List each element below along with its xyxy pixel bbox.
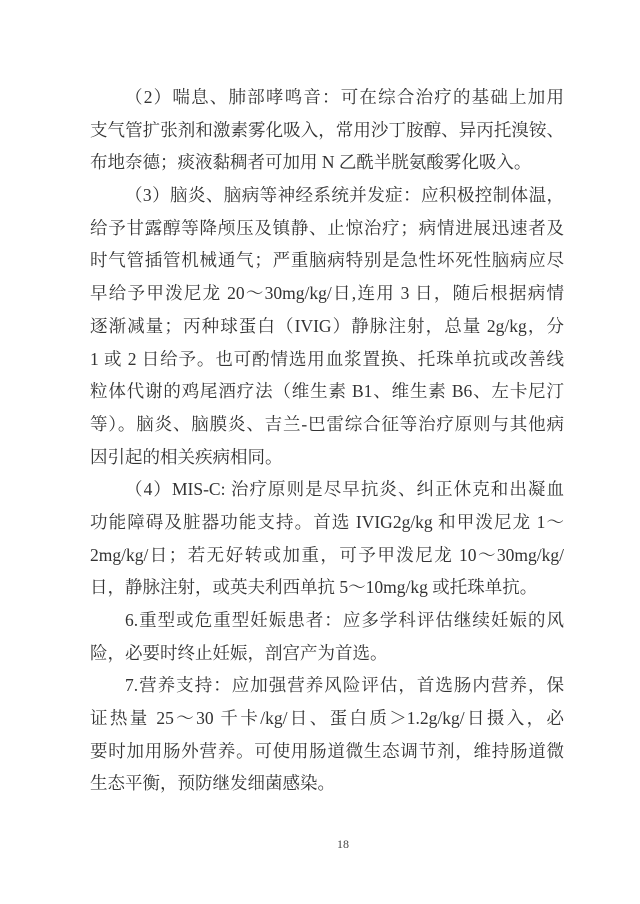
text-line: （3）脑炎、脑病等神经系统并发症：应积极控制体温， — [125, 185, 564, 206]
text-line: 给予甘露醇等降颅压及镇静、止惊治疗；病情进展迅速者及 — [90, 217, 564, 238]
page-number: 18 — [337, 837, 349, 851]
text-line: 7.营养支持：应加强营养风险评估，首选肠内营养，保 — [125, 675, 564, 696]
text-line: 要时加用肠外营养。可使用肠道微生态调节剂，维持肠道微 — [90, 740, 564, 761]
text-line: 生态平衡，预防继发细菌感染。 — [90, 773, 335, 794]
text-line: 布地奈德；痰液黏稠者可加用 N 乙酰半胱氨酸雾化吸入。 — [90, 152, 532, 173]
text-line: 1 或 2 日给予。也可酌情选用血浆置换、托珠单抗或改善线 — [90, 348, 564, 369]
text-line: 逐渐减量；丙种球蛋白（IVIG）静脉注射，总量 2g/kg，分 — [90, 315, 564, 336]
text-line: （2）喘息、肺部哮鸣音：可在综合治疗的基础上加用 — [125, 87, 564, 107]
body-text — [90, 81, 564, 800]
text-line: 险，必要时终止妊娠，剖宫产为首选。 — [90, 642, 388, 663]
text-line: 粒体代谢的鸡尾酒疗法（维生素 B1、维生素 B6、左卡尼汀 — [90, 381, 564, 402]
text-line: 时气管插管机械通气；严重脑病特别是急性坏死性脑病应尽 — [90, 250, 564, 271]
text-line: 功能障碍及脏器功能支持。首选 IVIG2g/kg 和甲泼尼龙 1～ — [90, 511, 564, 532]
text-line: （4）MIS-C: 治疗原则是尽早抗炎、纠正休克和出凝血 — [125, 479, 564, 500]
text-line: 等）。脑炎、脑膜炎、吉兰-巴雷综合征等治疗原则与其他病 — [90, 413, 564, 434]
text-line: 日，静脉注射，或英夫利西单抗 5～10mg/kg 或托珠单抗。 — [90, 577, 538, 598]
text-line: 支气管扩张剂和激素雾化吸入，常用沙丁胺醇、异丙托溴铵、 — [90, 119, 564, 140]
text-line: 证热量 25～30 千卡/kg/日、蛋白质＞1.2g/kg/日摄入，必 — [90, 708, 564, 729]
text-line: 早给予甲泼尼龙 20～30mg/kg/日,连用 3 日，随后根据病情 — [90, 283, 564, 304]
text-line: 2mg/kg/日；若无好转或加重，可予甲泼尼龙 10～30mg/kg/ — [90, 544, 564, 565]
text-line: 因引起的相关疾病相同。 — [90, 446, 283, 467]
text-line: 6.重型或危重型妊娠患者：应多学科评估继续妊娠的风 — [125, 610, 564, 630]
